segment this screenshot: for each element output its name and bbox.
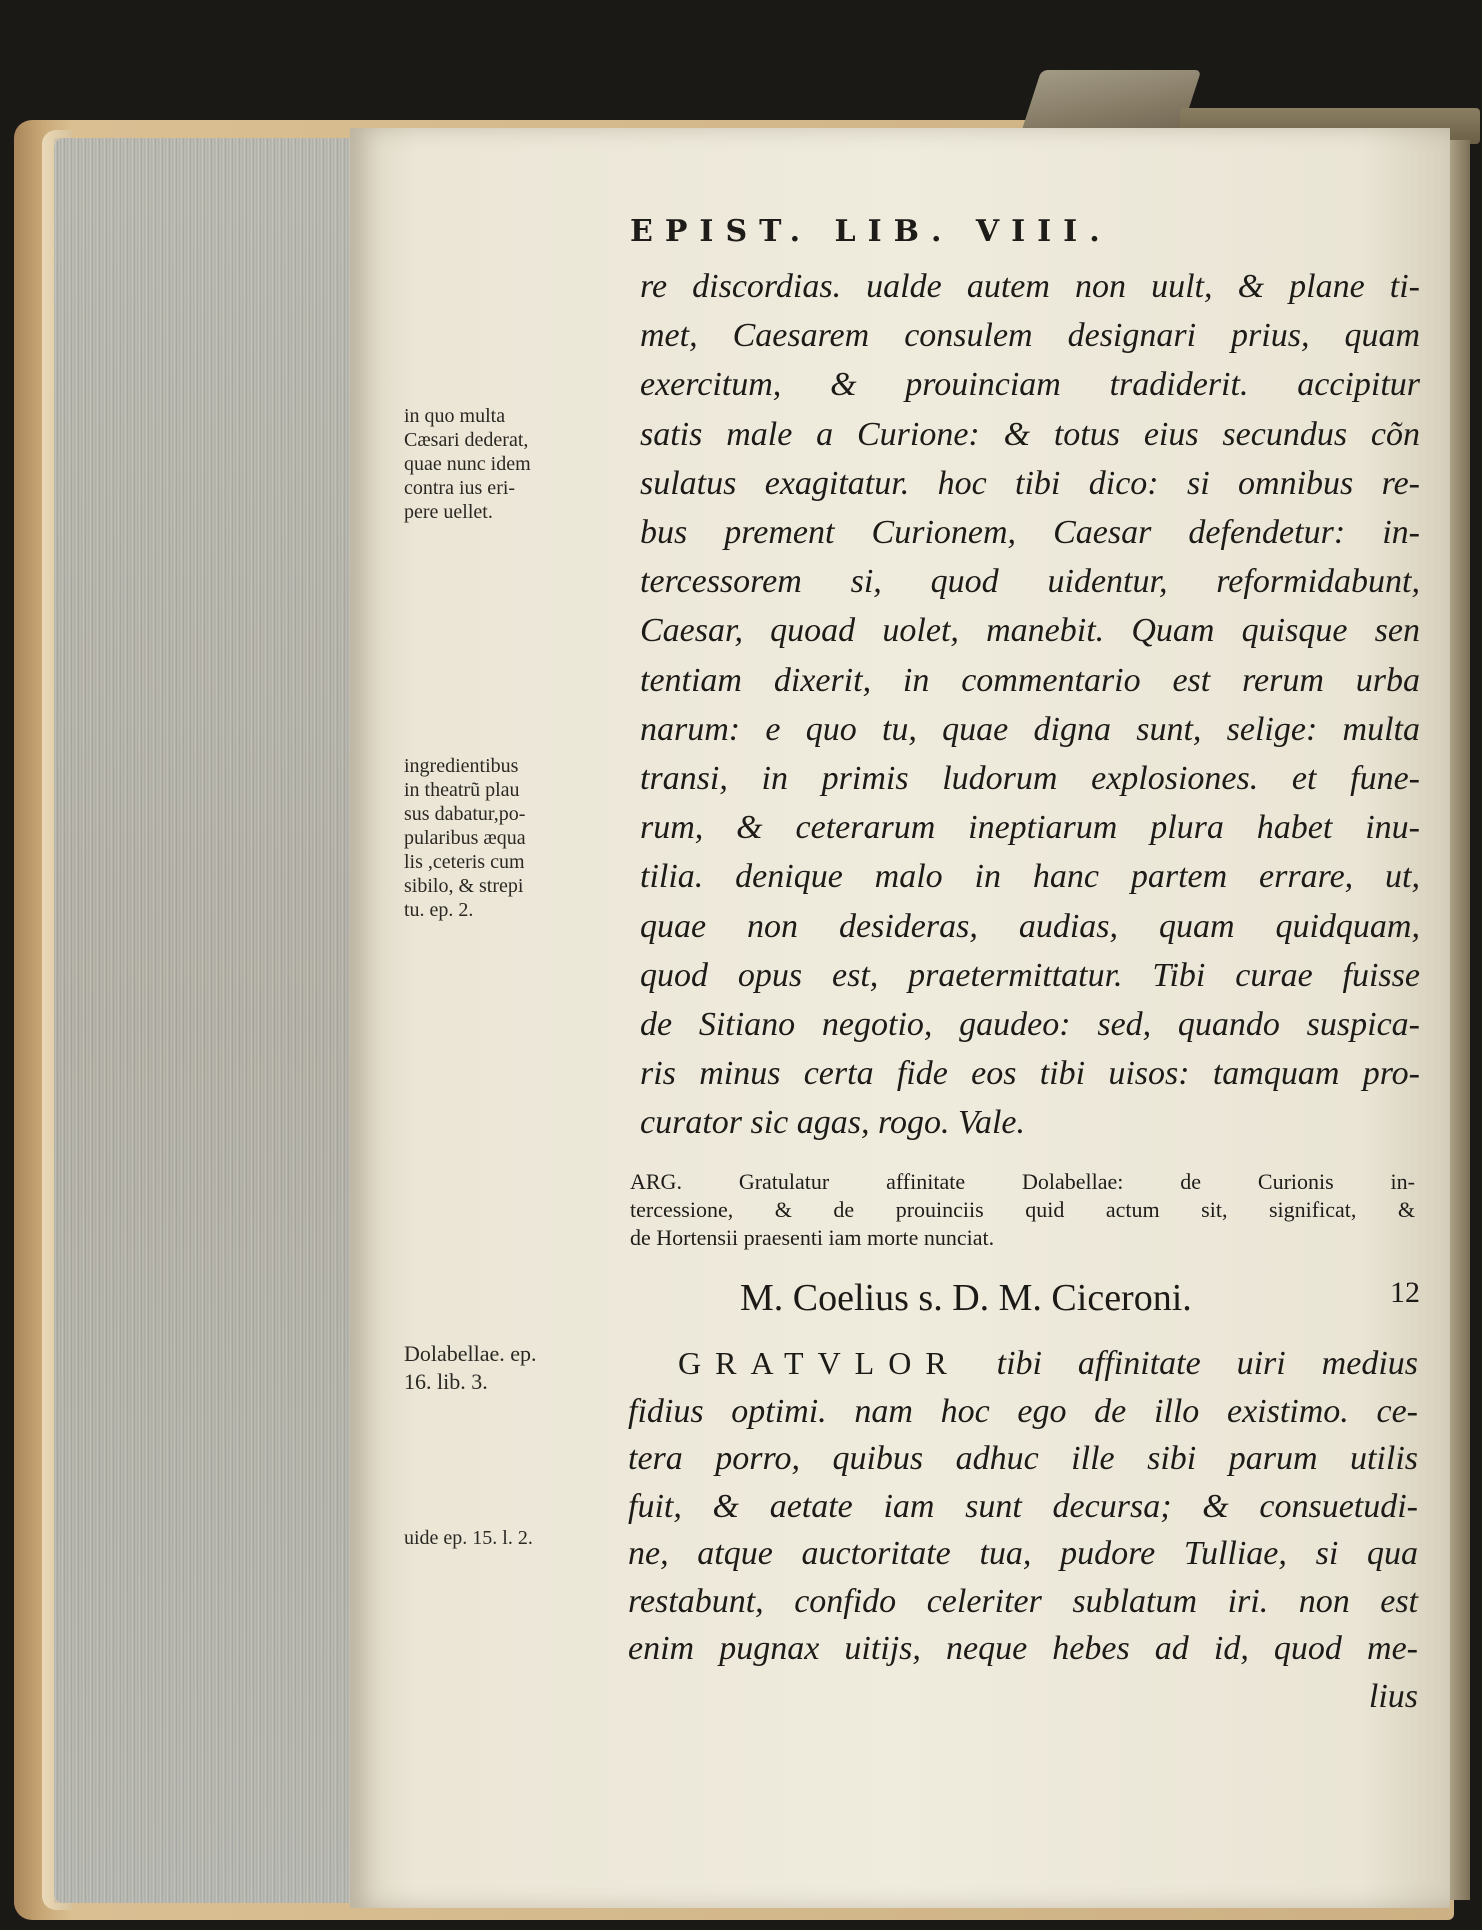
letter-line: ne, atque auctoritate tua, pudore Tulliae, si qua [628,1535,1418,1572]
text-line: bus prement Curionem, Caesar defendetur: in- [640,514,1420,552]
text-line: transi, in primis ludorum explosiones. et fune- [640,760,1420,798]
text-line: Caesar, quoad uolet, manebit. Quam quisque sen [640,612,1420,650]
letter-line: fuit, & aetate iam sunt decursa; & consuetudi- [628,1487,1418,1525]
margin-note [404,754,604,922]
running-head: EPIST. LIB. VIII. [630,214,1112,249]
margin-line: contra ius eri- [404,477,516,499]
margin-note [404,1340,604,1396]
text-line: met, Caesarem consulem designari prius, quam [640,317,1420,355]
margin-line: ingredientibus [404,755,519,777]
text-line: re discordias. ualde autem non uult, & plane ti- [640,268,1420,305]
main-text [640,262,1420,1148]
letter-line: fidius optimi. nam hoc ego de illo existimo. ce- [628,1392,1418,1430]
margin-line: quae nunc idem [404,453,531,475]
margin-line: pere uellet. [404,501,493,523]
text-line: rum, & ceterarum ineptiarum plura habet inu- [640,809,1420,847]
page-stack-edges [54,138,394,1903]
letter-number: 12 [1390,1276,1420,1309]
margin-line: lis ,ceteris cum [404,851,525,873]
letter-line: enim pugnax uitijs, neque hebes ad id, quod me- [628,1630,1418,1667]
letter-line: restabunt, confido celeriter sublatum iri. non est [628,1582,1418,1620]
letter-body [628,1340,1418,1720]
argument-line: ARG. Gratulatur affinitate Dolabellae: de Curionis in- [630,1169,1415,1194]
margin-note [404,1526,604,1550]
text-line: tercessorem si, quod uidentur, reformidabunt, [640,563,1420,601]
argument-line: de Hortensii praesenti iam morte nunciat. [630,1225,995,1250]
margin-line: uide ep. 15. l. 2. [404,1527,533,1549]
text-line: curator sic agas, rogo. Vale. [640,1104,1026,1142]
margin-line: tu. ep. 2. [404,899,474,921]
letter-first-line [628,1340,1418,1388]
margin-line: in theatrũ plau [404,779,520,801]
text-line: exercitum, & prouinciam tradiderit. accipitur [640,366,1420,404]
text-line: quae non desideras, audias, quam quidquam, [640,907,1420,945]
letter-title: M. Coelius s. D. M. Ciceroni. [740,1277,1192,1319]
text-line: tilia. denique malo in hanc partem errare, ut, [640,858,1420,896]
text-line: sulatus exagitatur. hoc tibi dico: si omnibus re- [640,464,1420,502]
text-line: tentiam dixerit, in commentario est rerum urba [640,661,1420,699]
margin-line: in quo multa [404,405,506,427]
margin-line: pularibus æqua [404,827,526,849]
margin-line: sibilo, & strepi [404,875,524,897]
text-line: ris minus certa fide eos tibi uisos: tamquam pro- [640,1055,1420,1093]
letter-argument [630,1168,1415,1252]
text-line: de Sitiano negotio, gaudeo: sed, quando suspica- [640,1006,1420,1044]
letter-heading [740,1276,1420,1320]
argument-line: tercessione, & de prouinciis quid actum sit, significat, & [630,1197,1415,1222]
text-line: narum: e quo tu, quae digna sunt, selige: multa [640,710,1420,748]
margin-line: Dolabellae. ep. [404,1341,537,1366]
opening-word: GRATVLOR [678,1345,961,1381]
margin-line: sus dabatur,po- [404,803,526,825]
margin-note [404,404,604,524]
catchword: lius [1368,1677,1418,1715]
letter-line: tera porro, quibus adhuc ille sibi parum utilis [628,1440,1418,1477]
text-line: satis male a Curione: & totus eius secundus cõn [640,415,1420,453]
margin-line: 16. lib. 3. [404,1369,488,1394]
letter-line: tibi affinitate uiri medius [996,1345,1419,1382]
text-line: quod opus est, praetermittatur. Tibi curae fuisse [640,956,1420,994]
margin-line: Cæsari dederat, [404,429,529,451]
